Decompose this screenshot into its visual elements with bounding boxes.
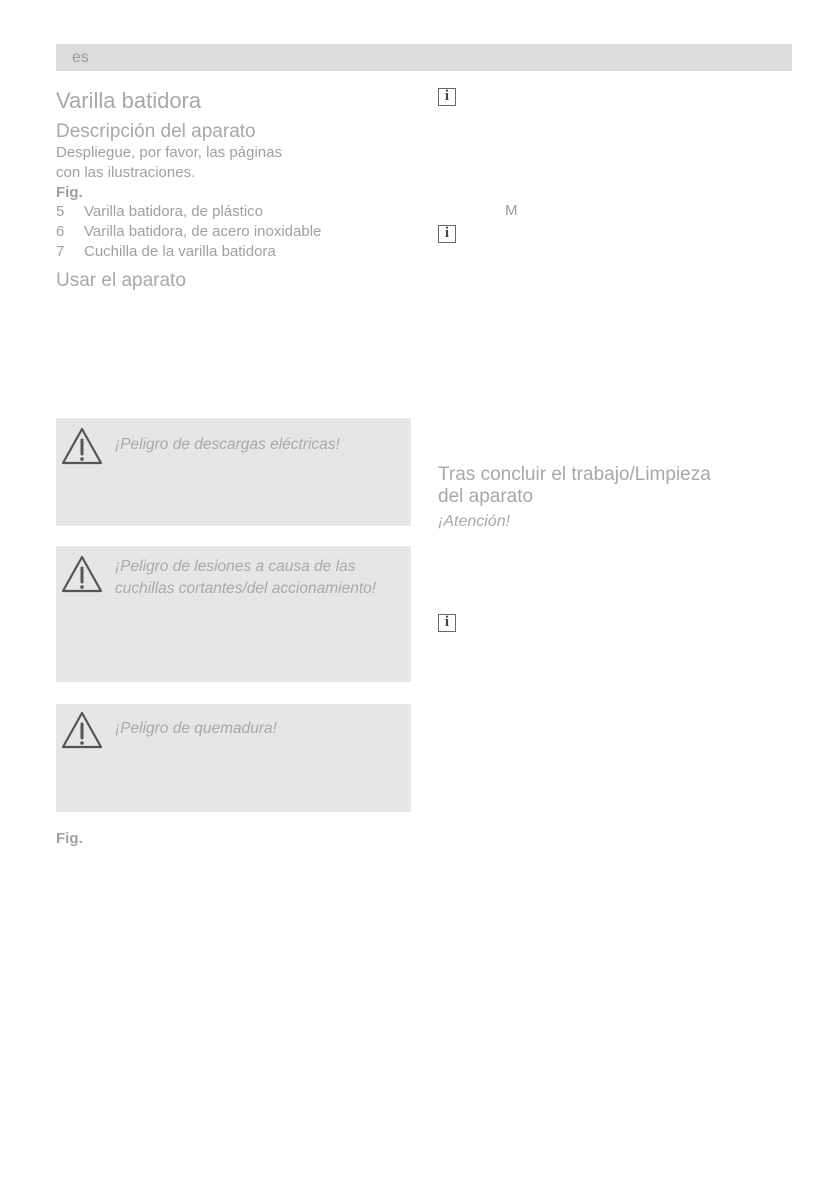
warning-triangle-icon xyxy=(60,710,104,750)
warning-triangle-icon xyxy=(60,554,104,594)
list-item-number: 6 xyxy=(56,223,65,240)
warning-text xyxy=(115,556,376,600)
warning-triangle-icon xyxy=(60,426,104,466)
warning-text-line-2: cuchillas cortantes/del accionamiento! xyxy=(115,580,377,597)
list-item xyxy=(56,203,263,220)
warning-box-burn xyxy=(56,704,411,812)
list-item xyxy=(56,223,321,240)
warning-text-line-1: ¡Peligro de lesiones a causa de las xyxy=(115,558,356,575)
list-item xyxy=(56,243,276,260)
description-line-2: con las ilustraciones. xyxy=(56,164,196,181)
description-heading: Descripción del aparato xyxy=(56,121,256,142)
list-item-number: 7 xyxy=(56,243,65,260)
attention-note: ¡Atención! xyxy=(438,513,511,530)
list-item-text: Varilla batidora, de acero inoxidable xyxy=(84,223,322,240)
page-title: Varilla batidora xyxy=(56,88,202,113)
warning-text: ¡Peligro de descargas eléctricas! xyxy=(115,436,340,453)
fig-label-bottom: Fig. xyxy=(56,830,83,847)
cleaning-heading-line-2: del aparato xyxy=(438,486,534,507)
description-line-1: Despliegue, por favor, las páginas xyxy=(56,144,282,161)
cleaning-heading xyxy=(438,464,711,508)
info-icon: i xyxy=(438,614,456,632)
cleaning-heading-line-1: Tras concluir el trabajo/Limpieza xyxy=(438,464,711,485)
m-label: M xyxy=(505,202,518,219)
header-bar xyxy=(56,44,792,71)
warning-box-electric xyxy=(56,418,411,526)
list-item-text: Cuchilla de la varilla batidora xyxy=(84,243,276,260)
list-item-number: 5 xyxy=(56,203,65,220)
info-icon: i xyxy=(438,88,456,106)
info-icon: i xyxy=(438,225,456,243)
fig-label: Fig. xyxy=(56,184,83,201)
language-code: es xyxy=(72,49,89,66)
usage-heading: Usar el aparato xyxy=(56,270,186,291)
warning-box-blades xyxy=(56,546,411,682)
list-item-text: Varilla batidora, de plástico xyxy=(84,203,263,220)
warning-text: ¡Peligro de quemadura! xyxy=(115,720,277,737)
